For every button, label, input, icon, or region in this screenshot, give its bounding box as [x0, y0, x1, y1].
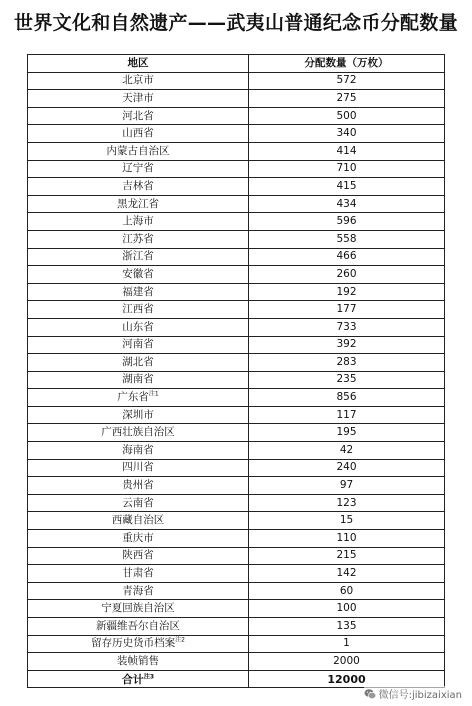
region-cell	[28, 107, 249, 125]
region-cell	[28, 266, 249, 284]
region-name: 安徽省	[122, 267, 154, 280]
header-region: 地区	[28, 55, 249, 73]
table-row	[28, 618, 445, 636]
region-name: 辽宁省	[122, 162, 154, 175]
quantity-cell: 215	[249, 547, 445, 565]
region-name: 浙江省	[122, 250, 154, 263]
region-name: 黑龙江省	[117, 197, 159, 210]
quantity-cell: 117	[249, 406, 445, 424]
quantity-cell: 177	[249, 301, 445, 319]
quantity-cell: 260	[249, 266, 445, 284]
region-name: 上海市	[122, 215, 154, 228]
table-row	[28, 142, 445, 160]
region-cell	[28, 406, 249, 424]
table-row	[28, 301, 445, 319]
table-row	[28, 582, 445, 600]
table-row	[28, 195, 445, 213]
region-cell	[28, 635, 249, 653]
quantity-cell: 60	[249, 582, 445, 600]
quantity-cell: 572	[249, 72, 445, 90]
table-row	[28, 336, 445, 354]
region-cell	[28, 213, 249, 231]
quantity-cell: 733	[249, 318, 445, 336]
total-quantity: 12000	[249, 670, 445, 688]
table-row	[28, 424, 445, 442]
table-row	[28, 565, 445, 583]
region-cell	[28, 618, 249, 636]
region-name: 陕西省	[122, 549, 154, 562]
footnote-marker: 注2	[175, 636, 185, 644]
region-name: 内蒙古自治区	[106, 144, 170, 157]
watermark-text: 微信号:jibizaixian	[378, 690, 462, 701]
quantity-cell: 195	[249, 424, 445, 442]
region-name: 新疆维吾尔自治区	[96, 619, 180, 632]
quantity-cell: 856	[249, 389, 445, 407]
table-row	[28, 406, 445, 424]
header-quantity: 分配数量（万枚）	[249, 55, 445, 73]
page-title: 世界文化和自然遗产——武夷山普通纪念币分配数量	[14, 12, 458, 34]
quantity-cell: 275	[249, 90, 445, 108]
table-row	[28, 107, 445, 125]
region-name: 重庆市	[122, 531, 154, 544]
region-cell	[28, 230, 249, 248]
region-cell	[28, 125, 249, 143]
region-cell	[28, 178, 249, 196]
region-name: 河南省	[122, 338, 154, 351]
quantity-cell: 283	[249, 354, 445, 372]
region-name: 河北省	[122, 109, 154, 122]
table-row	[28, 230, 445, 248]
quantity-cell: 97	[249, 477, 445, 495]
region-cell	[28, 582, 249, 600]
region-name: 四川省	[122, 461, 154, 474]
region-name: 海南省	[122, 443, 154, 456]
table-header-row	[28, 55, 445, 73]
quantity-cell: 414	[249, 142, 445, 160]
allocation-table	[27, 54, 445, 688]
table-row	[28, 72, 445, 90]
region-cell	[28, 530, 249, 548]
region-name: 贵州省	[122, 479, 154, 492]
table-row	[28, 600, 445, 618]
quantity-cell: 100	[249, 600, 445, 618]
region-cell	[28, 547, 249, 565]
region-name: 云南省	[122, 496, 154, 509]
quantity-cell: 142	[249, 565, 445, 583]
region-cell	[28, 565, 249, 583]
table-row	[28, 283, 445, 301]
quantity-cell: 466	[249, 248, 445, 266]
quantity-cell: 415	[249, 178, 445, 196]
table-row	[28, 371, 445, 389]
region-name: 宁夏回族自治区	[101, 602, 175, 615]
region-cell	[28, 318, 249, 336]
region-cell	[28, 442, 249, 460]
region-name: 甘肃省	[122, 567, 154, 580]
region-cell	[28, 301, 249, 319]
region-name: 山东省	[122, 320, 154, 333]
table-row	[28, 442, 445, 460]
region-name: 江苏省	[122, 232, 154, 245]
quantity-cell: 15	[249, 512, 445, 530]
region-cell	[28, 424, 249, 442]
table-row	[28, 530, 445, 548]
table-row	[28, 354, 445, 372]
quantity-cell: 340	[249, 125, 445, 143]
table-row	[28, 635, 445, 653]
region-name: 广西壮族自治区	[101, 426, 175, 439]
table-row	[28, 213, 445, 231]
table-row	[28, 178, 445, 196]
table-row	[28, 318, 445, 336]
quantity-cell: 235	[249, 371, 445, 389]
region-name: 深圳市	[122, 408, 154, 421]
table-row	[28, 248, 445, 266]
table-row	[28, 547, 445, 565]
region-name: 青海省	[122, 584, 154, 597]
table-row	[28, 477, 445, 495]
footnote-marker: 注1	[148, 390, 159, 398]
quantity-cell: 392	[249, 336, 445, 354]
table-row	[28, 459, 445, 477]
quantity-cell: 434	[249, 195, 445, 213]
quantity-cell: 192	[249, 283, 445, 301]
quantity-cell: 596	[249, 213, 445, 231]
quantity-cell: 558	[249, 230, 445, 248]
region-cell	[28, 195, 249, 213]
region-cell	[28, 653, 249, 671]
region-cell	[28, 371, 249, 389]
total-label: 合计	[121, 672, 144, 686]
region-name: 西藏自治区	[111, 514, 165, 527]
table-row	[28, 512, 445, 530]
quantity-cell: 710	[249, 160, 445, 178]
quantity-cell: 2000	[249, 653, 445, 671]
quantity-cell: 1	[249, 635, 445, 653]
quantity-cell: 240	[249, 459, 445, 477]
region-cell	[28, 142, 249, 160]
table-row	[28, 90, 445, 108]
region-cell	[28, 354, 249, 372]
region-name: 天津市	[122, 91, 154, 104]
region-cell	[28, 459, 249, 477]
table-row	[28, 389, 445, 407]
region-name: 江西省	[122, 303, 154, 316]
region-name: 山西省	[122, 127, 154, 140]
region-name: 湖北省	[122, 355, 154, 368]
wechat-icon	[364, 688, 376, 700]
region-name: 装帧销售	[117, 654, 159, 667]
region-name: 广东省	[117, 391, 149, 404]
table-row	[28, 160, 445, 178]
region-name: 吉林省	[122, 179, 154, 192]
wechat-watermark	[364, 686, 462, 701]
quantity-cell: 135	[249, 618, 445, 636]
quantity-cell: 500	[249, 107, 445, 125]
region-name: 湖南省	[122, 373, 154, 386]
region-cell	[28, 512, 249, 530]
region-cell	[28, 336, 249, 354]
quantity-cell: 110	[249, 530, 445, 548]
quantity-cell: 42	[249, 442, 445, 460]
region-name: 福建省	[122, 285, 154, 298]
table-row	[28, 266, 445, 284]
region-cell	[28, 160, 249, 178]
total-label-cell	[28, 670, 249, 688]
region-cell	[28, 72, 249, 90]
region-cell	[28, 248, 249, 266]
region-name: 北京市	[122, 74, 154, 87]
table-row	[28, 653, 445, 671]
table-row	[28, 125, 445, 143]
region-cell	[28, 494, 249, 512]
region-cell	[28, 283, 249, 301]
region-cell	[28, 389, 249, 407]
region-cell	[28, 90, 249, 108]
region-cell	[28, 477, 249, 495]
quantity-cell: 123	[249, 494, 445, 512]
region-cell	[28, 600, 249, 618]
total-note: 注3	[143, 672, 155, 680]
table-row	[28, 494, 445, 512]
region-name: 留存历史货币档案	[91, 637, 176, 650]
